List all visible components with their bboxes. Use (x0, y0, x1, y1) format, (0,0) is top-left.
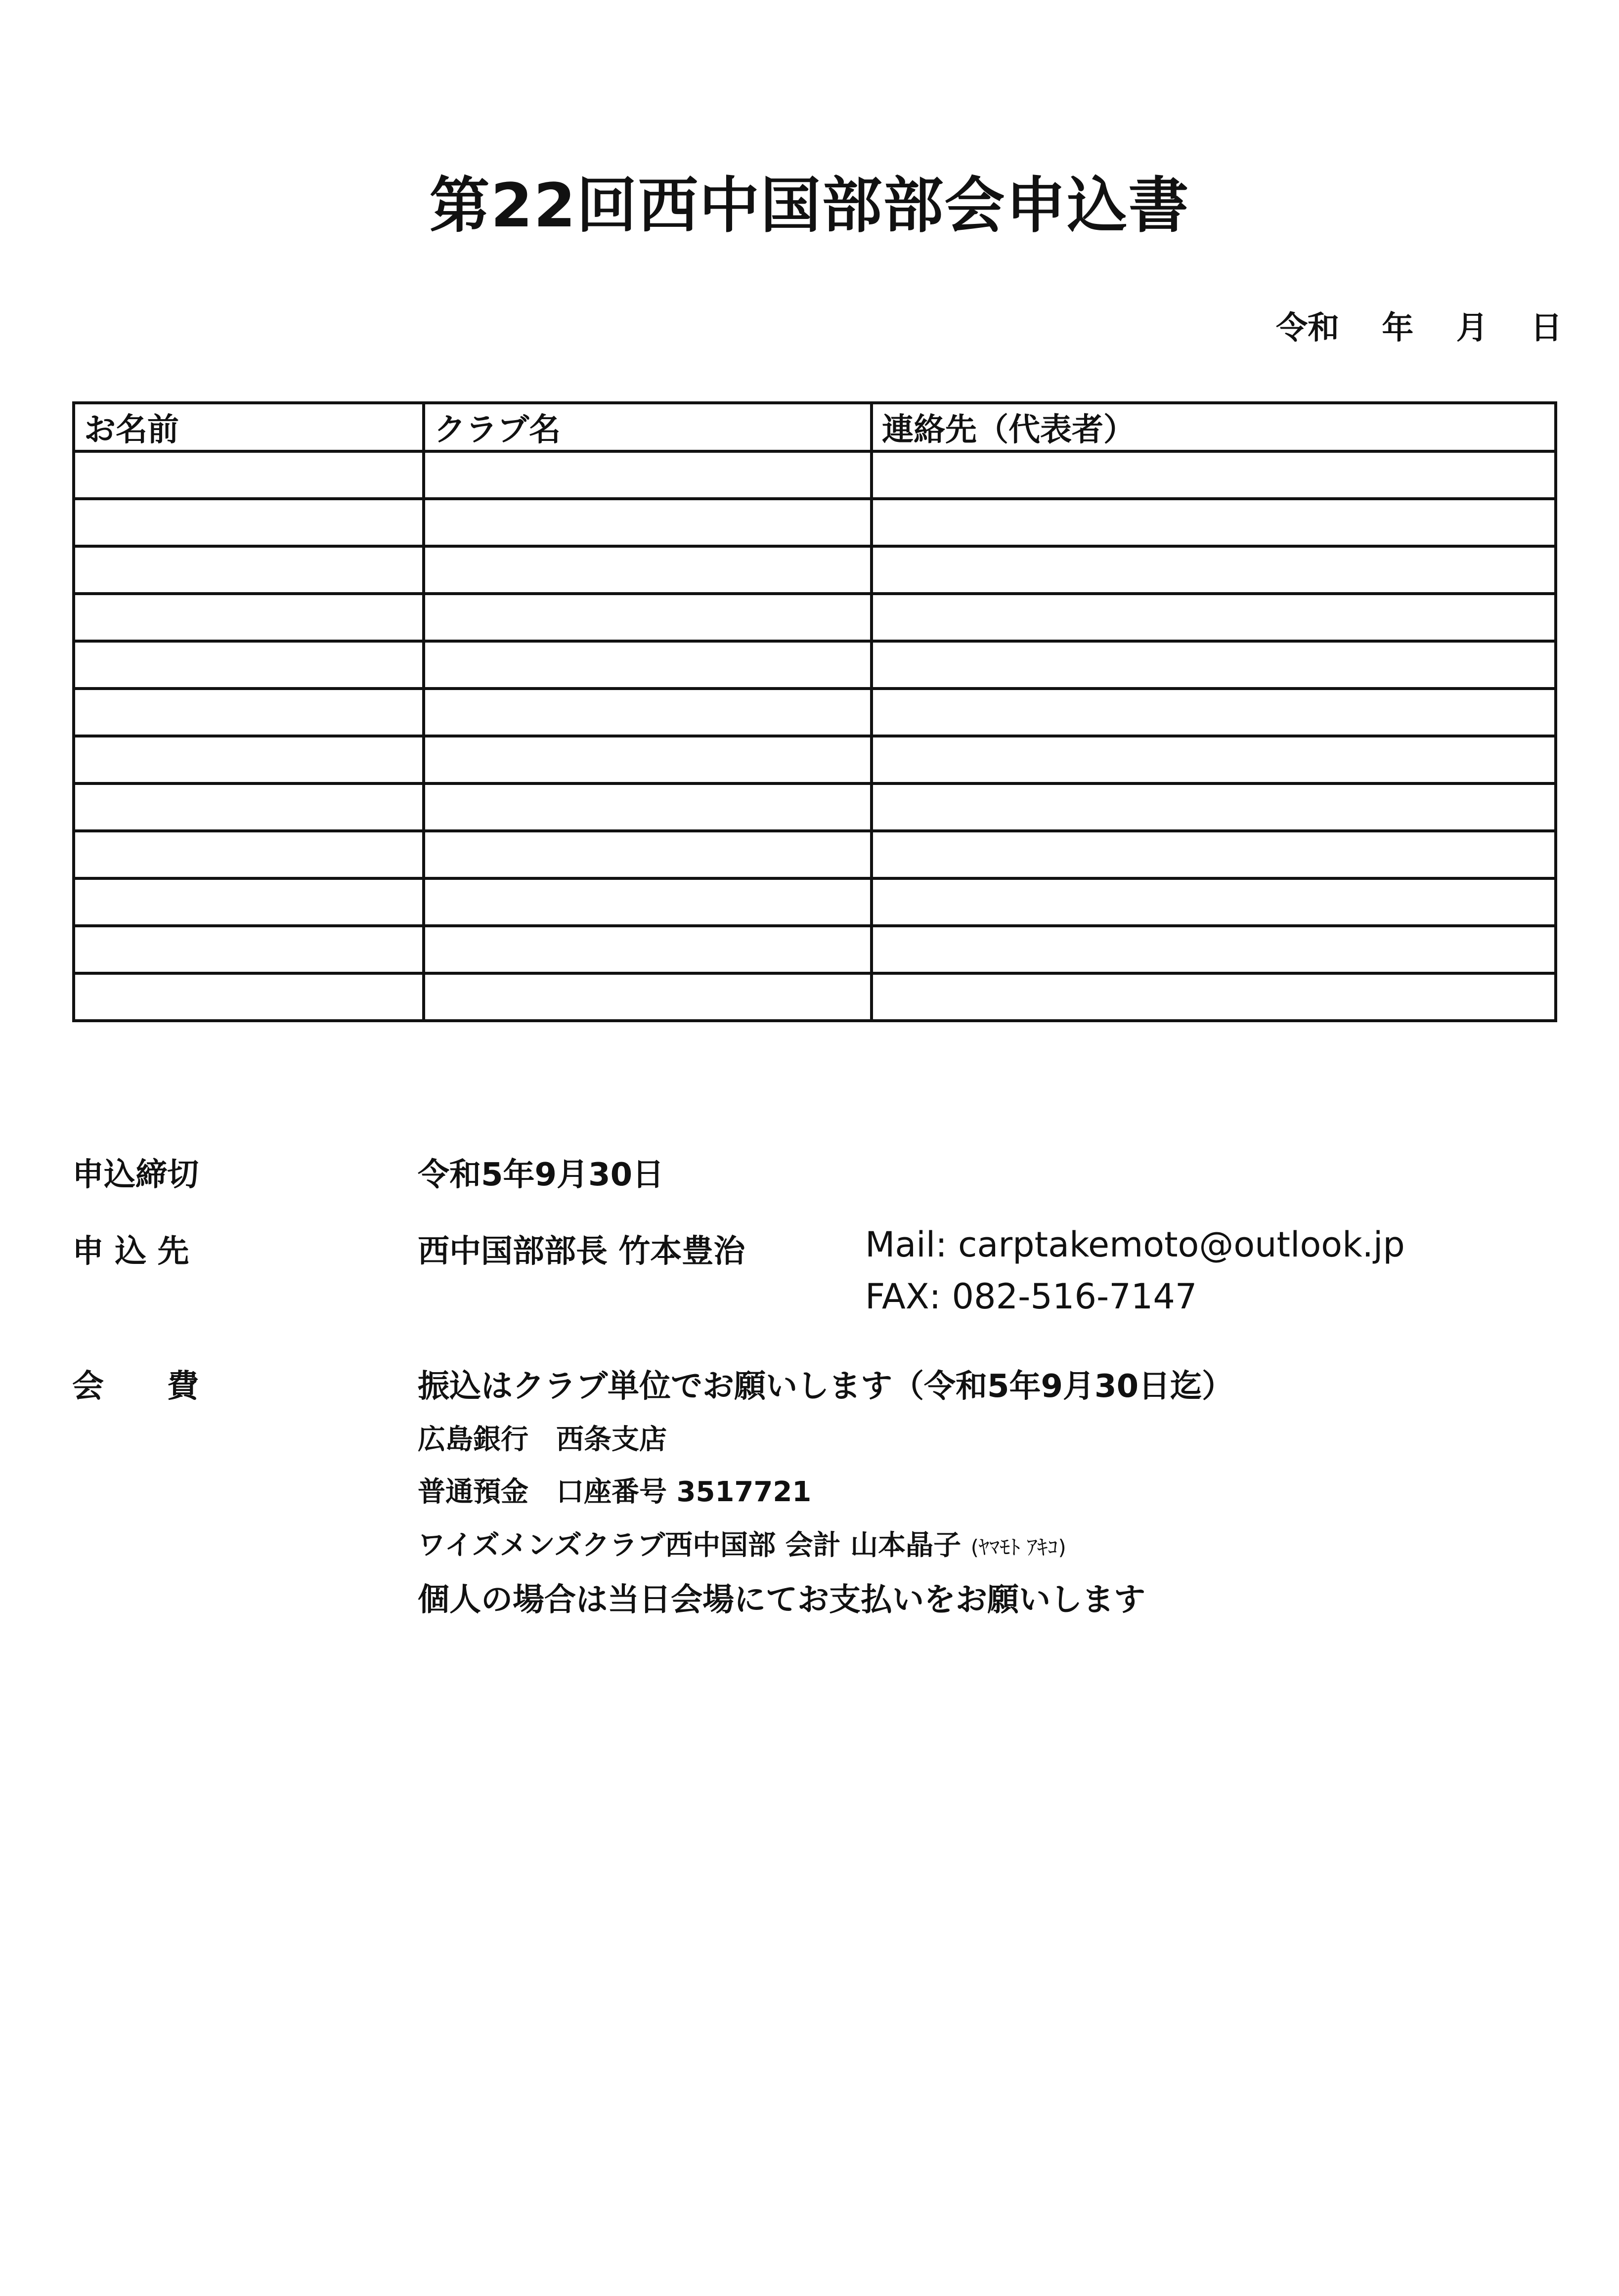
contact-cell[interactable] (872, 926, 1556, 973)
table-row (74, 878, 1556, 926)
destination-name: 西中国部部長 竹本豊治 (418, 1233, 745, 1270)
name-cell[interactable] (74, 641, 424, 689)
name-cell[interactable] (74, 499, 424, 546)
name-cell[interactable] (74, 736, 424, 783)
date-line: 令和 年 月 日 (1276, 310, 1562, 347)
table-row (74, 546, 1556, 594)
table-row (74, 973, 1556, 1021)
fee-bank: 広島銀行 西条支店 (418, 1424, 667, 1456)
header-club: クラブ名 (424, 403, 872, 451)
club-cell[interactable] (424, 831, 872, 878)
table-row (74, 594, 1556, 641)
table-row (74, 736, 1556, 783)
name-cell[interactable] (74, 783, 424, 831)
deadline-value: 令和5年9月30日 (418, 1157, 664, 1193)
fee-holder: ワイズメンズクラブ西中国部 会計 山本晶子 (418, 1529, 962, 1561)
table-row (74, 499, 1556, 546)
table-header-row (74, 403, 1556, 451)
table-row (74, 831, 1556, 878)
club-cell[interactable] (424, 594, 872, 641)
contact-cell[interactable] (872, 546, 1556, 594)
club-cell[interactable] (424, 783, 872, 831)
contact-cell[interactable] (872, 641, 1556, 689)
header-contact: 連絡先（代表者） (872, 403, 1556, 451)
contact-cell[interactable] (872, 783, 1556, 831)
fee-holder-kana: (ﾔﾏﾓﾄ ｱｷｺ) (970, 1535, 1066, 1560)
contact-cell[interactable] (872, 451, 1556, 499)
contact-cell[interactable] (872, 878, 1556, 926)
contact-cell[interactable] (872, 831, 1556, 878)
contact-cell[interactable] (872, 973, 1556, 1021)
club-cell[interactable] (424, 546, 872, 594)
name-cell[interactable] (74, 878, 424, 926)
club-cell[interactable] (424, 641, 872, 689)
application-table (72, 401, 1557, 1022)
contact-cell[interactable] (872, 689, 1556, 736)
club-cell[interactable] (424, 878, 872, 926)
fee-line1: 振込はクラブ単位でお願いします（令和5年9月30日迄） (418, 1368, 1234, 1405)
header-name: お名前 (74, 403, 424, 451)
club-cell[interactable] (424, 451, 872, 499)
destination-label: 申 込 先 (72, 1233, 189, 1270)
fee-label: 会 費 (72, 1368, 199, 1405)
deadline-label: 申込締切 (72, 1157, 199, 1193)
club-cell[interactable] (424, 736, 872, 783)
fee-holder-line (418, 1523, 1066, 1563)
contact-cell[interactable] (872, 736, 1556, 783)
page-title: 第22回西中国部部会申込書 (429, 171, 1190, 241)
club-cell[interactable] (424, 973, 872, 1021)
name-cell[interactable] (74, 689, 424, 736)
contact-cell[interactable] (872, 499, 1556, 546)
name-cell[interactable] (74, 831, 424, 878)
table-body (74, 451, 1556, 1021)
table-row (74, 783, 1556, 831)
table-row (74, 451, 1556, 499)
club-cell[interactable] (424, 689, 872, 736)
contact-cell[interactable] (872, 594, 1556, 641)
table-row (74, 641, 1556, 689)
destination-fax: FAX: 082-516-7147 (865, 1276, 1197, 1317)
name-cell[interactable] (74, 973, 424, 1021)
name-cell[interactable] (74, 546, 424, 594)
table-row (74, 689, 1556, 736)
fee-note: 個人の場合は当日会場にてお支払いをお願いします (418, 1582, 1145, 1618)
name-cell[interactable] (74, 594, 424, 641)
club-cell[interactable] (424, 926, 872, 973)
fee-account: 普通預金 口座番号 3517721 (418, 1476, 812, 1508)
table-row (74, 926, 1556, 973)
name-cell[interactable] (74, 451, 424, 499)
club-cell[interactable] (424, 499, 872, 546)
name-cell[interactable] (74, 926, 424, 973)
destination-mail: Mail: carptakemoto@outlook.jp (865, 1224, 1405, 1265)
